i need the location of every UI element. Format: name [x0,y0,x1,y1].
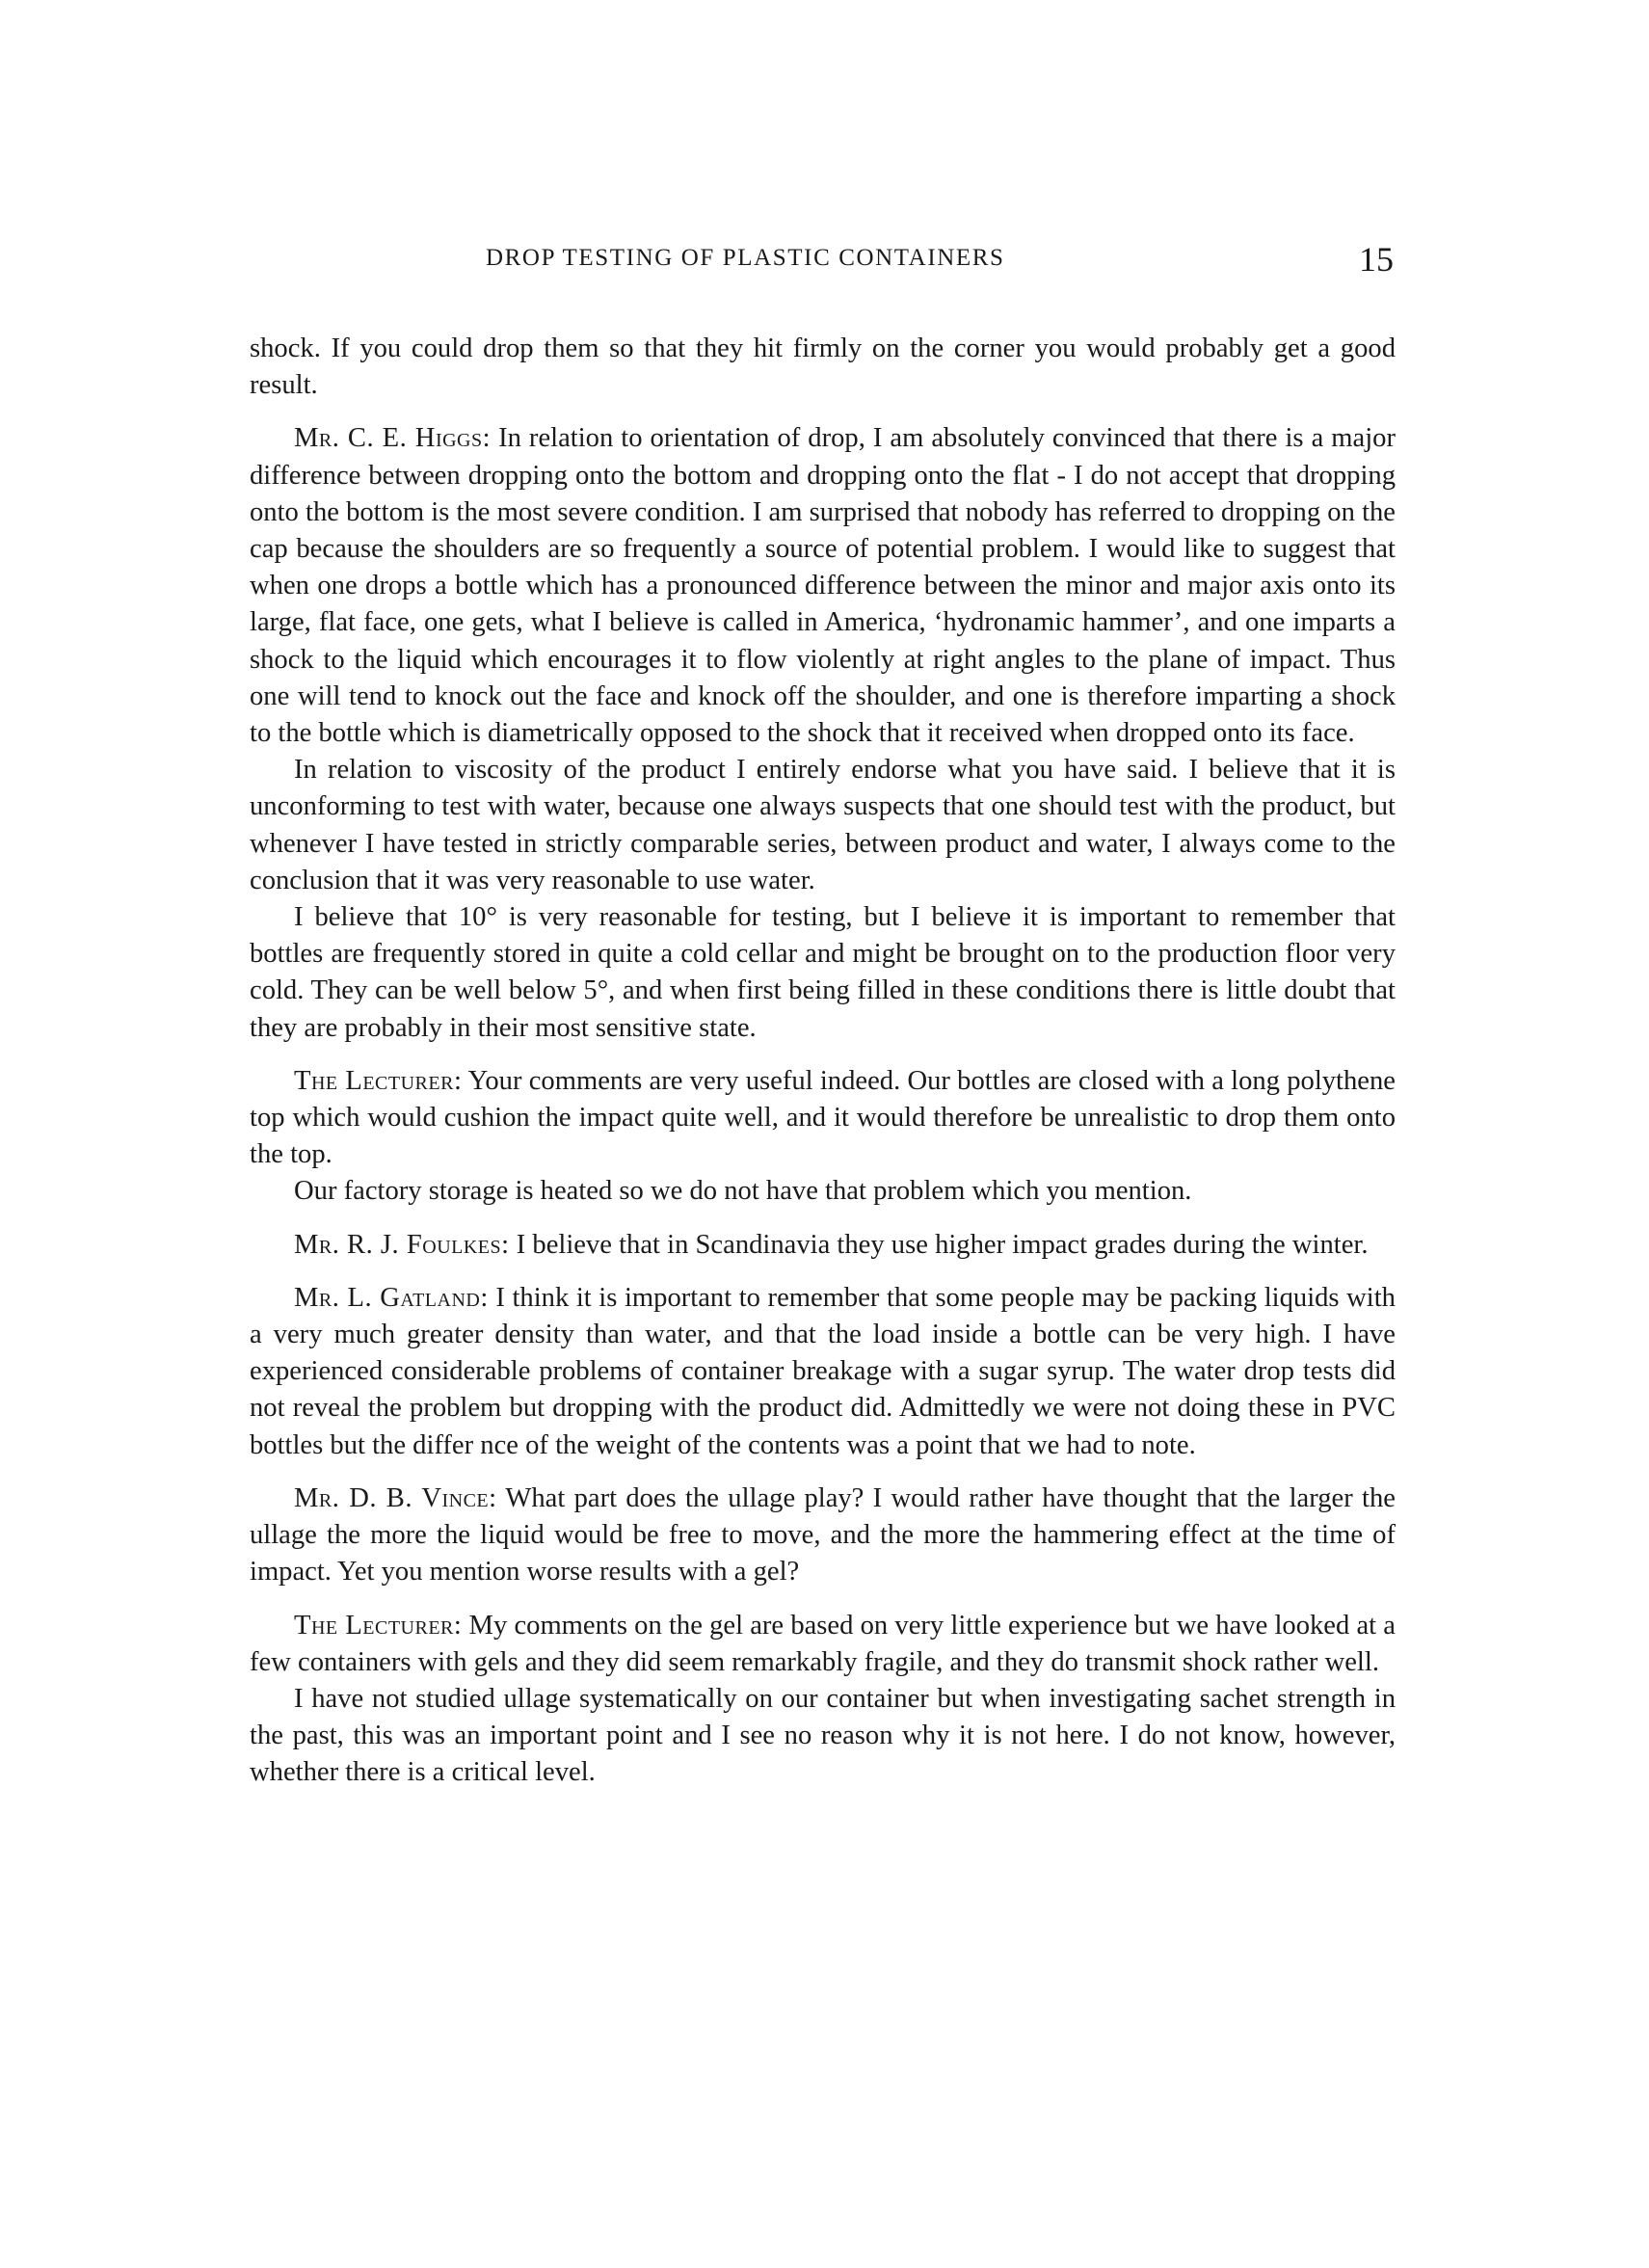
paragraph-ullage [250,1681,1396,1792]
paragraph-gatland [250,1280,1396,1464]
speaker-name: Mr. D. B. Vince: [294,1482,497,1513]
paragraph-text: My comments on the gel are based on very little experience but we have looked at a few containers with gels and they did seem remarkably fragile, and they do transmit shock rather well. [250,1610,1396,1677]
paragraph-higgs [250,420,1396,752]
paragraph-text: Your comments are very useful indeed. Our bottles are closed with a long polythene top which would cushion the impact quite well, and it would therefore be unrealistic to drop them onto the top. [250,1065,1396,1170]
speaker-name: Mr. L. Gatland: [294,1282,489,1313]
paragraph-text: Our factory storage is heated so we do not have that problem which you mention. [294,1176,1192,1207]
paragraph-foulkes [250,1227,1396,1264]
document-page [250,0,1396,2268]
paragraph-temperature [250,899,1396,1047]
running-title: DROP TESTING OF PLASTIC CONTAINERS [486,245,1005,271]
running-head [250,241,1396,280]
speaker-name: The Lecturer: [294,1065,463,1096]
speaker-name: Mr. C. E. Higgs: [294,423,492,454]
paragraph-text: I think it is important to remember that some people may be packing liquids with a very much greater density than water, and that the load inside a bottle can be very high. I have experienced considerable problems of container breakage with a sugar syrup. The water drop tests did not reveal the problem but dropping with the product did. Admittedly we were not doing these in PVC bottles but the differ nce of the weight of the contents was a point that we had to note. [250,1282,1396,1460]
page-number: 15 [1359,240,1394,279]
paragraph-text: In relation to orientation of drop, I am absolutely convinced that there is a major difference between dropping onto the bottom and dropping onto the flat - I do not accept that dropping onto the bottom is the most severe condition. I am surprised that nobody has referred to dropping on the cap because the shoulders are so frequently a source of potential problem. I would like to suggest that when one drops a bottle which has a pronounced difference between the minor and major axis onto its large, flat face, one gets, what I believe is called in America, ‘hydronamic hammer’, and one imparts a shock to the liquid which encourages it to flow violently at right angles to the plane of impact. Thus one will tend to knock out the face and knock off the shoulder, and one is therefore imparting a shock to the bottle which is diametrically opposed to the shock that it received when dropped onto its face. [250,423,1396,749]
paragraph-vince [250,1481,1396,1591]
speaker-name: The Lecturer: [294,1610,463,1641]
paragraph-text: I believe that in Scandinavia they use higher impact grades during the winter. [509,1229,1369,1260]
paragraph-text: shock. If you could drop them so that they hit firmly on the corner you would probably get a good result. [250,334,1396,401]
paragraph-viscosity [250,752,1396,899]
speaker-name: Mr. R. J. Foulkes: [294,1229,510,1260]
body-text [250,331,1396,1792]
paragraph-continuation [250,331,1396,404]
paragraph-storage [250,1173,1396,1210]
paragraph-text: In relation to viscosity of the product I entirely endorse what you have said. I believe that it is unconforming to test with water, because one always suspects that one should test with the product, but whenever I have tested in strictly comparable series, between product and water, I always come to the conclusion that it was very reasonable to use water. [250,755,1396,895]
paragraph-lecturer-gel [250,1608,1396,1681]
paragraph-text: I believe that 10° is very reasonable for testing, but I believe it is important to remember that bottles are frequently stored in quite a cold cellar and might be brought on to the production floor very cold. They can be well below 5°, and when first being filled in these conditions there is little doubt that they are probably in their most sensitive state. [250,902,1396,1043]
paragraph-lecturer-reply [250,1063,1396,1174]
paragraph-text: What part does the ullage play? I would rather have thought that the larger the ullage the more the liquid would be free to move, and the more the hammering effect at the time of impact. Yet you mention worse results with a gel? [250,1482,1396,1588]
paragraph-text: I have not studied ullage systematically on our container but when investigating sachet strength in the past, this was an important point and I see no reason why it is not here. I do not know, however, whether there is a critical level. [250,1683,1396,1788]
